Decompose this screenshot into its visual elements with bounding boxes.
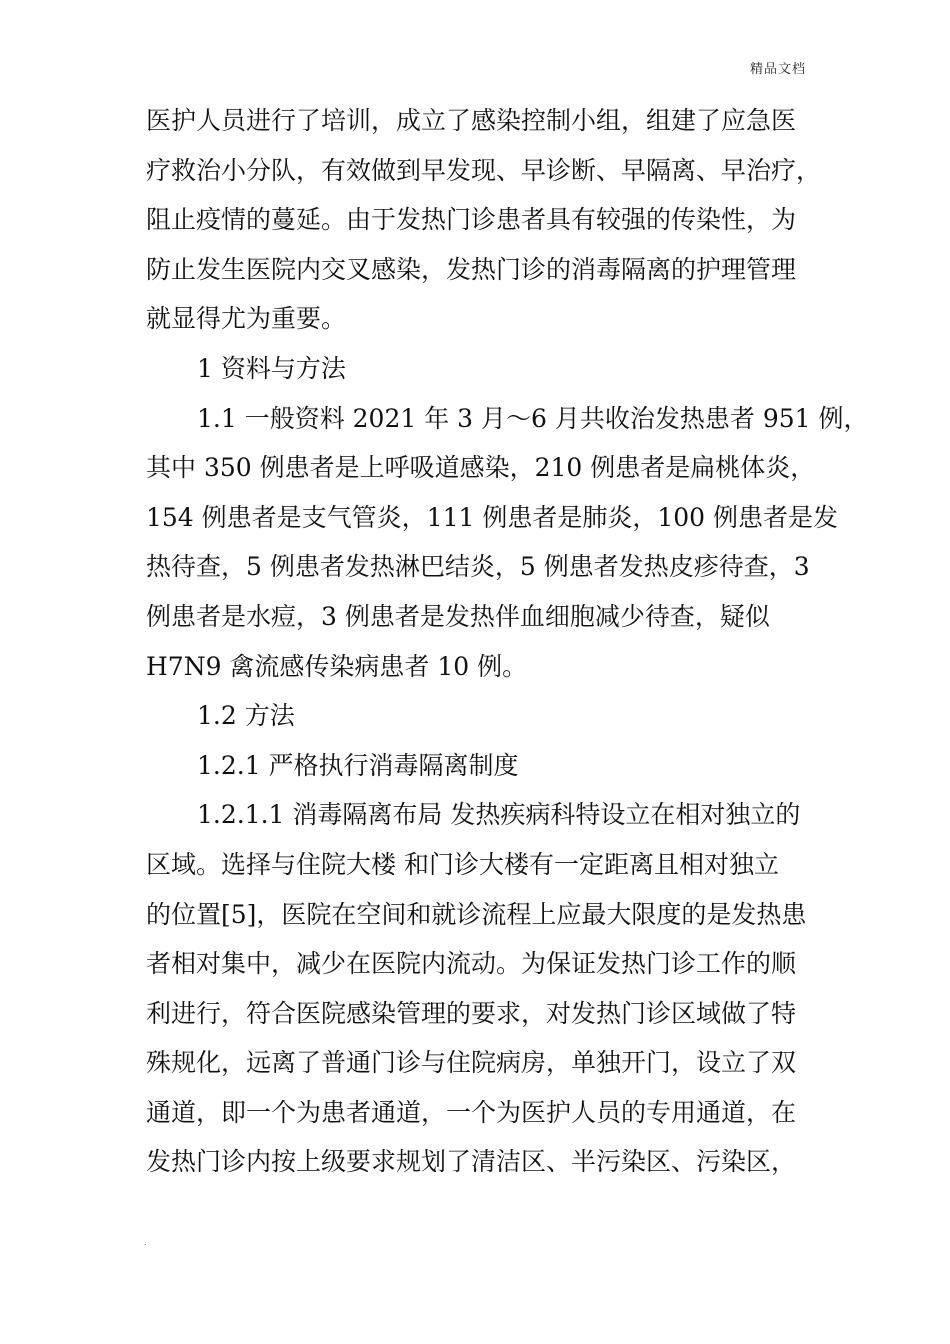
text-line: 热待查，5 例患者发热淋巴结炎，5 例患者发热皮疹待查，3 <box>146 552 810 582</box>
text-line: 殊规化，远离了普通门诊与住院病房，单独开门，设立了双 <box>146 1048 797 1078</box>
document-body <box>146 96 869 1187</box>
subsection-line: 1.2.1.1 消毒隔离布局 发热疾病科特设立在相对独立的 <box>197 800 801 830</box>
text-line: 其中 350 例患者是上呼吸道感染，210 例患者是扁桃体炎， <box>146 453 816 483</box>
text-line: 154 例患者是支气管炎，111 例患者是肺炎，100 例患者是发 <box>146 502 838 532</box>
text-line: 阻止疫情的蔓延。由于发热门诊患者具有较强的传染性，为 <box>146 205 797 235</box>
text-line: 通道，即一个为患者通道，一个为医护人员的专用通道，在 <box>146 1097 797 1127</box>
text-line: 防止发生医院内交叉感染，发热门诊的消毒隔离的护理管理 <box>146 254 797 284</box>
section-heading: 1 资料与方法 <box>197 353 346 383</box>
footer-mark: . <box>144 1238 147 1247</box>
text-line: 就显得尤为重要。 <box>146 304 347 334</box>
header-tag: 精品文档 <box>749 62 806 77</box>
text-line: 利进行，符合医院感染管理的要求，对发热门诊区域做了特 <box>146 998 797 1028</box>
text-line: 区域。选择与住院大楼 和门诊大楼有一定距离且相对独立 <box>146 849 779 879</box>
text-line: 的位置[5]，医院在空间和就诊流程上应最大限度的是发热患 <box>146 899 807 929</box>
section-heading: 1.2 方法 <box>197 701 295 731</box>
text-line: 例患者是水痘，3 例患者是发热伴血细胞减少待查，疑似 <box>146 601 770 631</box>
text-line: 发热门诊内按上级要求规划了清洁区、半污染区、污染区， <box>146 1147 797 1177</box>
text-line: 医护人员进行了培训，成立了感染控制小组，组建了应急医 <box>146 106 797 135</box>
text-line: H7N9 禽流感传染病患者 10 例。 <box>146 651 528 681</box>
text-line: 者相对集中，减少在医院内流动。为保证发热门诊工作的顺 <box>146 949 797 979</box>
text-line: 疗救治小分队，有效做到早发现、早诊断、早隔离、早治疗， <box>146 155 822 185</box>
subsection-heading: 1.2.1 严格执行消毒隔离制度 <box>197 750 519 780</box>
subsection-line: 1.1 一般资料 2021 年 3 月～6 月共收治发热患者 951 例， <box>197 403 869 433</box>
